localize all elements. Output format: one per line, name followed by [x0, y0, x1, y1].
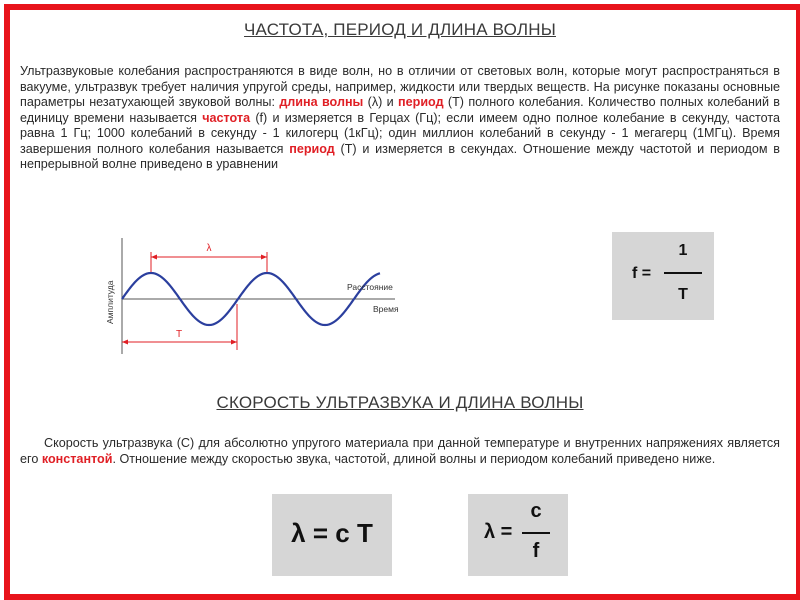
fraction-bar	[522, 532, 550, 534]
section2-paragraph	[20, 436, 780, 467]
term-period-2: период	[289, 141, 335, 156]
para-text: (T) и измеряется в секундах. Отношение между частотой и периодом в непрерывной волне приведено в уравнении	[20, 141, 780, 171]
section1-paragraph	[20, 64, 780, 173]
formula-numerator: 1	[678, 242, 688, 259]
para-text: (λ) и	[363, 95, 399, 109]
arrow-head	[122, 340, 128, 345]
formula-denominator: T	[678, 286, 688, 303]
para-text: Скорость ультразвука (C) для абсолютно упругого материала при данной температуре и внутренних напряжениях является его	[20, 436, 780, 466]
term-constant: константой	[41, 451, 113, 466]
formula-numerator: c	[530, 500, 542, 522]
lambda-label: λ	[206, 243, 212, 254]
para-text: (f) и измеряется в Герцах (Гц); если имеем одно полное колебание в секунду, частота равна 1 Гц; 1000 колебаний в секунду - 1 килогерц (1кГц); один миллион колебаний в секунду - 1 мегагерц (1МГц). Время завершения полного колебания называется	[20, 110, 780, 156]
period-label: T	[175, 329, 183, 340]
formula-lhs: λ =	[484, 521, 513, 543]
formula-denominator: f	[532, 540, 540, 562]
arrow-head	[231, 340, 237, 345]
x-axis-label-time: Время	[373, 304, 399, 314]
term-frequency: частота	[202, 110, 251, 125]
section2-title: СКОРОСТЬ УЛЬТРАЗВУКА И ДЛИНА ВОЛНЫ	[216, 393, 584, 412]
arrow-head	[261, 255, 267, 260]
para-text: Ультразвуковые колебания распространяются в виде волн, но в отличии от световых волн, которые могут распространяться в вакууме, ультразвук требует наличия упругой среды, например, жидкости или твердых веществ. На рисунке показаны основные параметры незатухающей звуковой волны:	[20, 64, 780, 109]
wave-diagram	[95, 232, 425, 362]
para-text: (T) полного колебания. Количество полных колебаний в единицу времени называется	[20, 95, 781, 125]
x-axis-label-distance: Расстояние	[347, 282, 393, 292]
section1-title: ЧАСТОТА, ПЕРИОД И ДЛИНА ВОЛНЫ	[244, 20, 556, 39]
formula-frequency	[612, 232, 714, 320]
term-wavelength: длина волны	[279, 95, 364, 109]
para-text: . Отношение между скоростью звука, частотой, длиной волны и периодом колебаний приведено ниже.	[112, 451, 716, 466]
formula-text: λ = c T	[291, 518, 373, 548]
formula-lambda-cf	[468, 494, 568, 576]
arrow-head	[151, 255, 157, 260]
y-axis-label: Амплитуда	[105, 280, 115, 324]
formula-lambda-ct	[272, 494, 392, 576]
fraction-bar	[664, 272, 702, 274]
formula-lhs: f =	[632, 265, 652, 282]
term-period: период	[398, 95, 444, 109]
